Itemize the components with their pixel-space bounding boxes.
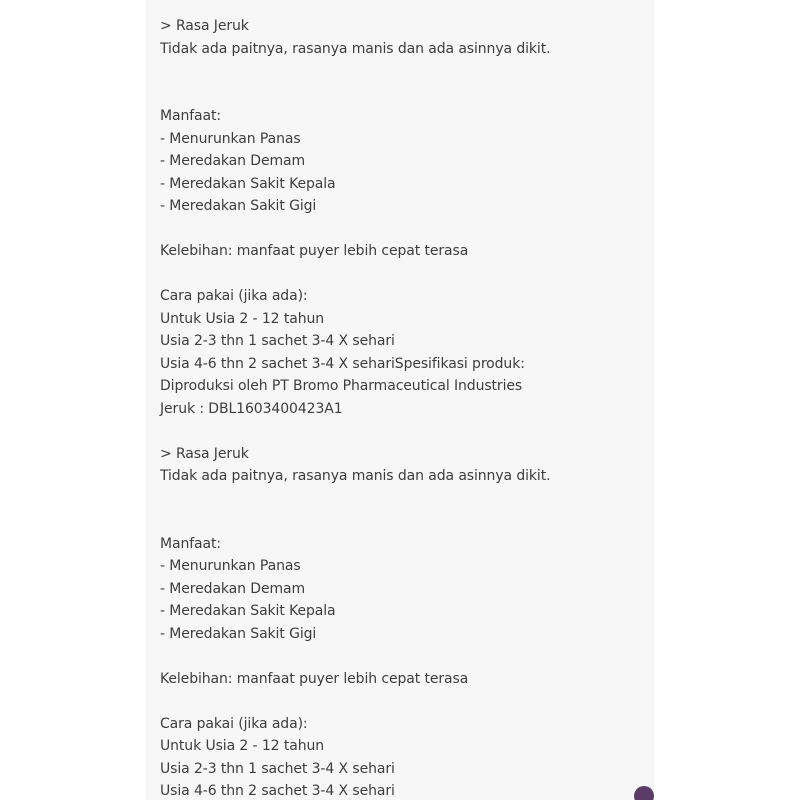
manfaat-item: - Meredakan Sakit Kepala (160, 603, 336, 619)
cara-pakai-item: Usia 2-3 thn 1 sachet 3-4 X sehari (160, 333, 395, 349)
kelebihan-text: Kelebihan: manfaat puyer lebih cepat terasa (160, 670, 469, 687)
spacer (160, 510, 650, 533)
rasa-description: Tidak ada paitnya, rasanya manis dan ada asinnya dikit. (160, 468, 551, 484)
rasa-heading: > Rasa Jeruk (160, 445, 249, 462)
cara-pakai-item: Untuk Usia 2 - 12 tahun (160, 738, 325, 754)
cara-pakai-item: Usia 4-6 thn 2 sachet 3-4 X sehari (160, 783, 395, 799)
spacer (160, 83, 650, 106)
manufacturer-text: Diproduksi oleh PT Bromo Pharmaceutical Industries (160, 378, 523, 394)
manfaat-heading: Manfaat: (160, 535, 222, 552)
manfaat-heading: Manfaat: (160, 108, 222, 124)
manfaat-item: - Meredakan Demam (160, 153, 306, 169)
cara-pakai-item: Usia 2-3 thn 1 sachet 3-4 X sehari (160, 760, 395, 777)
product-description (160, 15, 650, 800)
manfaat-item: - Meredakan Demam (160, 580, 306, 597)
manfaat-item: - Menurunkan Panas (160, 130, 301, 147)
manfaat-item: - Menurunkan Panas (160, 558, 301, 574)
spacer (160, 420, 650, 443)
manfaat-item: - Meredakan Sakit Gigi (160, 625, 317, 642)
manfaat-item: - Meredakan Sakit Gigi (160, 198, 317, 214)
manfaat-item: - Meredakan Sakit Kepala (160, 175, 336, 192)
spacer (160, 218, 650, 241)
spacer (160, 60, 650, 83)
rasa-heading: > Rasa Jeruk (160, 18, 249, 34)
cara-pakai-heading: Cara pakai (jika ada): (160, 715, 308, 732)
registration-number: Jeruk : DBL1603400423A1 (160, 400, 343, 417)
rasa-description: Tidak ada paitnya, rasanya manis dan ada asinnya dikit. (160, 40, 551, 57)
floating-chat-button[interactable] (634, 786, 654, 800)
spacer (160, 645, 650, 668)
spacer (160, 488, 650, 511)
kelebihan-text: Kelebihan: manfaat puyer lebih cepat terasa (160, 243, 469, 259)
cara-pakai-heading: Cara pakai (jika ada): (160, 288, 308, 304)
spacer (160, 263, 650, 286)
spacer (160, 690, 650, 713)
cara-pakai-item: Usia 4-6 thn 2 sachet 3-4 X sehariSpesifikasi produk: (160, 355, 525, 372)
cara-pakai-item: Untuk Usia 2 - 12 tahun (160, 310, 325, 327)
